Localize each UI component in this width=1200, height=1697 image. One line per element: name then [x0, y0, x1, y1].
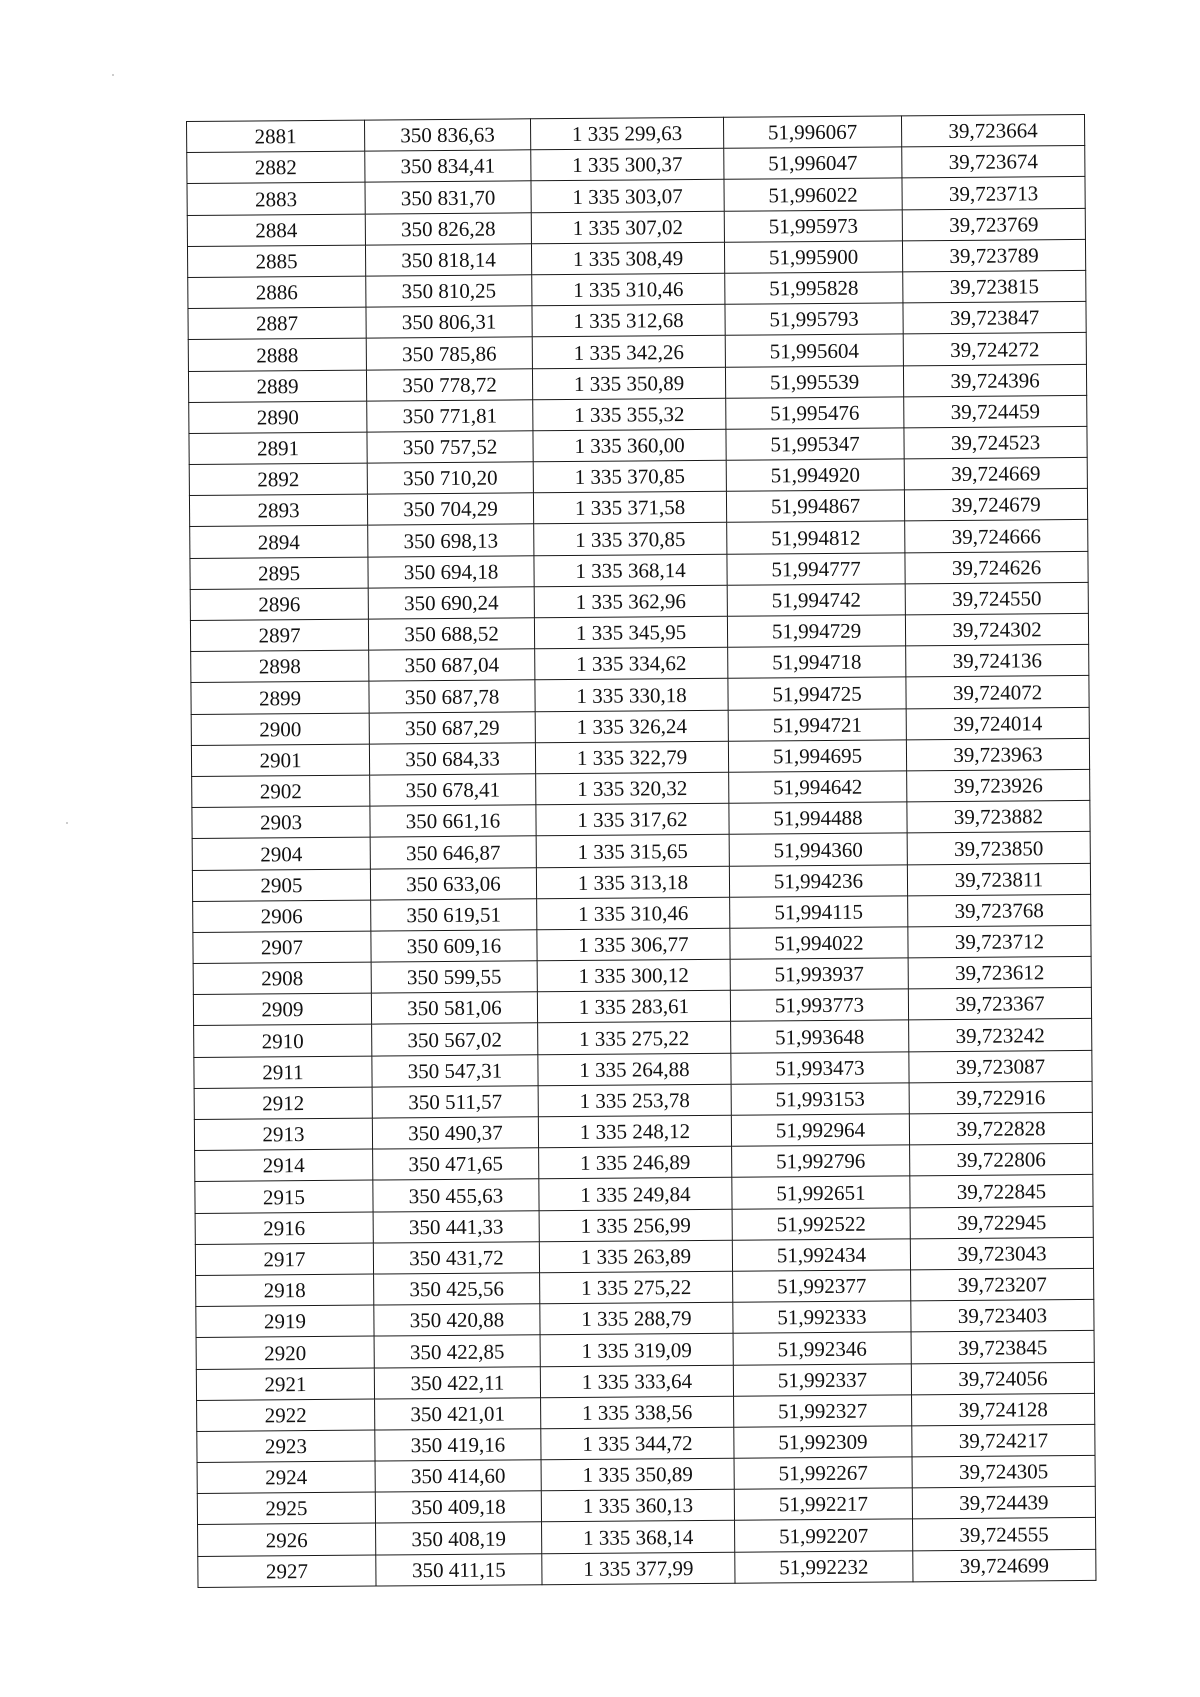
x-coordinate-cell: 350 704,29	[367, 493, 533, 525]
y-coordinate-cell: 1 335 342,26	[532, 336, 725, 369]
longitude-cell: 39,723769	[902, 208, 1085, 241]
point-number-cell: 2925	[197, 1492, 375, 1525]
point-number-cell: 2898	[191, 650, 369, 683]
longitude-cell: 39,724396	[903, 364, 1086, 397]
x-coordinate-cell: 350 422,85	[374, 1335, 540, 1367]
point-number-cell: 2888	[188, 338, 366, 371]
y-coordinate-cell: 1 335 283,61	[537, 991, 730, 1024]
point-number-cell: 2884	[187, 214, 365, 247]
longitude-cell: 39,723926	[907, 769, 1090, 802]
latitude-cell: 51,995973	[724, 209, 902, 242]
x-coordinate-cell: 350 818,14	[365, 244, 531, 276]
point-number-cell: 2908	[193, 962, 371, 995]
point-number-cell: 2891	[189, 432, 367, 465]
x-coordinate-cell: 350 688,52	[368, 618, 534, 650]
longitude-cell: 39,722828	[909, 1112, 1092, 1145]
longitude-cell: 39,724523	[904, 426, 1087, 459]
longitude-cell: 39,723850	[907, 832, 1090, 865]
x-coordinate-cell: 350 408,19	[376, 1522, 542, 1554]
longitude-cell: 39,724217	[912, 1424, 1095, 1457]
y-coordinate-cell: 1 335 288,79	[540, 1302, 733, 1335]
x-coordinate-cell: 350 441,33	[373, 1210, 539, 1242]
x-coordinate-cell: 350 678,41	[370, 774, 536, 806]
y-coordinate-cell: 1 335 368,14	[542, 1521, 735, 1554]
latitude-cell: 51,994721	[728, 708, 906, 741]
x-coordinate-cell: 350 836,63	[364, 119, 530, 151]
latitude-cell: 51,992651	[732, 1176, 910, 1209]
x-coordinate-cell: 350 633,06	[370, 867, 536, 899]
latitude-cell: 51,995900	[724, 241, 902, 274]
point-number-cell: 2889	[188, 370, 366, 403]
longitude-cell: 39,724679	[904, 489, 1087, 522]
y-coordinate-cell: 1 335 320,32	[536, 772, 729, 805]
y-coordinate-cell: 1 335 275,22	[538, 1022, 731, 1055]
latitude-cell: 51,992267	[734, 1457, 912, 1490]
longitude-cell: 39,722845	[910, 1175, 1093, 1208]
latitude-cell: 51,994022	[730, 927, 908, 960]
longitude-cell: 39,724305	[912, 1455, 1095, 1488]
x-coordinate-cell: 350 690,24	[368, 587, 534, 619]
y-coordinate-cell: 1 335 370,85	[534, 523, 727, 556]
longitude-cell: 39,723087	[909, 1050, 1092, 1083]
longitude-cell: 39,723674	[902, 146, 1085, 179]
latitude-cell: 51,992522	[732, 1207, 910, 1240]
y-coordinate-cell: 1 335 256,99	[539, 1209, 732, 1242]
y-coordinate-cell: 1 335 334,62	[535, 647, 728, 680]
latitude-cell: 51,992327	[734, 1395, 912, 1428]
point-number-cell: 2921	[196, 1368, 374, 1401]
latitude-cell: 51,995476	[726, 397, 904, 430]
y-coordinate-cell: 1 335 360,13	[541, 1489, 734, 1522]
longitude-cell: 39,722916	[909, 1081, 1092, 1114]
x-coordinate-cell: 350 619,51	[371, 898, 537, 930]
point-number-cell: 2901	[191, 744, 369, 777]
y-coordinate-cell: 1 335 308,49	[531, 242, 724, 275]
longitude-cell: 39,723612	[908, 956, 1091, 989]
point-number-cell: 2924	[197, 1461, 375, 1494]
longitude-cell: 39,723713	[902, 177, 1085, 210]
longitude-cell: 39,724072	[906, 676, 1089, 709]
x-coordinate-cell: 350 687,78	[369, 680, 535, 712]
x-coordinate-cell: 350 710,20	[367, 462, 533, 494]
longitude-cell: 39,724128	[912, 1393, 1095, 1426]
table-row	[198, 1549, 1096, 1587]
point-number-cell: 2918	[196, 1274, 374, 1307]
y-coordinate-cell: 1 335 330,18	[535, 679, 728, 712]
y-coordinate-cell: 1 335 319,09	[540, 1334, 733, 1367]
longitude-cell: 39,723043	[910, 1237, 1093, 1270]
point-number-cell: 2900	[191, 713, 369, 746]
longitude-cell: 39,722806	[910, 1144, 1093, 1177]
longitude-cell: 39,724272	[903, 333, 1086, 366]
y-coordinate-cell: 1 335 303,07	[531, 180, 724, 213]
y-coordinate-cell: 1 335 360,00	[533, 429, 726, 462]
longitude-cell: 39,724669	[904, 457, 1087, 490]
point-number-cell: 2903	[192, 806, 370, 839]
point-number-cell: 2893	[189, 494, 367, 527]
point-number-cell: 2912	[194, 1087, 372, 1120]
y-coordinate-cell: 1 335 370,85	[533, 460, 726, 493]
point-number-cell: 2916	[195, 1212, 373, 1245]
point-number-cell: 2923	[197, 1430, 375, 1463]
x-coordinate-cell: 350 694,18	[368, 555, 534, 587]
latitude-cell: 51,996067	[723, 116, 901, 149]
y-coordinate-cell: 1 335 300,37	[531, 148, 724, 181]
point-number-cell: 2902	[192, 775, 370, 808]
point-number-cell: 2886	[188, 276, 366, 309]
latitude-cell: 51,995347	[726, 428, 904, 461]
x-coordinate-cell: 350 511,57	[372, 1086, 538, 1118]
y-coordinate-cell: 1 335 345,95	[534, 616, 727, 649]
latitude-cell: 51,992217	[734, 1488, 912, 1521]
longitude-cell: 39,722945	[910, 1206, 1093, 1239]
point-number-cell: 2920	[196, 1336, 374, 1369]
latitude-cell: 51,992232	[735, 1550, 913, 1583]
x-coordinate-cell: 350 826,28	[365, 212, 531, 244]
y-coordinate-cell: 1 335 246,89	[539, 1146, 732, 1179]
longitude-cell: 39,724626	[905, 551, 1088, 584]
point-number-cell: 2927	[198, 1555, 376, 1588]
latitude-cell: 51,994488	[729, 802, 907, 835]
latitude-cell: 51,995828	[725, 272, 903, 305]
longitude-cell: 39,724056	[911, 1362, 1094, 1395]
x-coordinate-cell: 350 684,33	[369, 743, 535, 775]
latitude-cell: 51,993937	[730, 958, 908, 991]
point-number-cell: 2917	[195, 1243, 373, 1276]
coordinates-table-body	[187, 114, 1096, 1587]
y-coordinate-cell: 1 335 263,89	[539, 1240, 732, 1273]
y-coordinate-cell: 1 335 264,88	[538, 1053, 731, 1086]
latitude-cell: 51,992333	[733, 1301, 911, 1334]
x-coordinate-cell: 350 421,01	[375, 1397, 541, 1429]
point-number-cell: 2881	[187, 120, 365, 153]
y-coordinate-cell: 1 335 355,32	[533, 398, 726, 431]
y-coordinate-cell: 1 335 371,58	[533, 492, 726, 525]
latitude-cell: 51,992309	[734, 1426, 912, 1459]
latitude-cell: 51,994642	[729, 771, 907, 804]
y-coordinate-cell: 1 335 344,72	[541, 1427, 734, 1460]
point-number-cell: 2922	[197, 1399, 375, 1432]
x-coordinate-cell: 350 471,65	[373, 1148, 539, 1180]
y-coordinate-cell: 1 335 313,18	[536, 866, 729, 899]
y-coordinate-cell: 1 335 333,64	[540, 1365, 733, 1398]
y-coordinate-cell: 1 335 317,62	[536, 803, 729, 836]
longitude-cell: 39,723882	[907, 801, 1090, 834]
point-number-cell: 2926	[198, 1523, 376, 1556]
x-coordinate-cell: 350 785,86	[366, 337, 532, 369]
longitude-cell: 39,723367	[908, 988, 1091, 1021]
y-coordinate-cell: 1 335 368,14	[534, 554, 727, 587]
y-coordinate-cell: 1 335 315,65	[536, 835, 729, 868]
x-coordinate-cell: 350 599,55	[371, 961, 537, 993]
y-coordinate-cell: 1 335 312,68	[532, 304, 725, 337]
y-coordinate-cell: 1 335 253,78	[538, 1084, 731, 1117]
point-number-cell: 2896	[190, 588, 368, 621]
longitude-cell: 39,724136	[906, 645, 1089, 678]
point-number-cell: 2919	[196, 1305, 374, 1338]
point-number-cell: 2907	[193, 931, 371, 964]
x-coordinate-cell: 350 831,70	[365, 181, 531, 213]
longitude-cell: 39,724014	[906, 707, 1089, 740]
latitude-cell: 51,994777	[727, 552, 905, 585]
x-coordinate-cell: 350 414,60	[375, 1460, 541, 1492]
x-coordinate-cell: 350 661,16	[370, 805, 536, 837]
coordinates-sheet	[186, 114, 1095, 1588]
longitude-cell: 39,723768	[908, 894, 1091, 927]
point-number-cell: 2894	[190, 526, 368, 559]
y-coordinate-cell: 1 335 350,89	[532, 367, 725, 400]
latitude-cell: 51,994695	[728, 740, 906, 773]
longitude-cell: 39,723845	[911, 1331, 1094, 1364]
latitude-cell: 51,993648	[731, 1020, 909, 1053]
longitude-cell: 39,723712	[908, 925, 1091, 958]
x-coordinate-cell: 350 547,31	[372, 1054, 538, 1086]
longitude-cell: 39,724550	[905, 582, 1088, 615]
point-number-cell: 2899	[191, 681, 369, 714]
x-coordinate-cell: 350 609,16	[371, 930, 537, 962]
x-coordinate-cell: 350 698,13	[368, 524, 534, 556]
longitude-cell: 39,724439	[912, 1487, 1095, 1520]
point-number-cell: 2890	[189, 401, 367, 434]
longitude-cell: 39,724699	[913, 1549, 1096, 1582]
x-coordinate-cell: 350 490,37	[372, 1117, 538, 1149]
y-coordinate-cell: 1 335 300,12	[537, 959, 730, 992]
y-coordinate-cell: 1 335 306,77	[537, 928, 730, 961]
longitude-cell: 39,723664	[901, 114, 1084, 147]
x-coordinate-cell: 350 778,72	[366, 368, 532, 400]
point-number-cell: 2883	[187, 182, 365, 215]
y-coordinate-cell: 1 335 338,56	[541, 1396, 734, 1429]
latitude-cell: 51,992377	[733, 1270, 911, 1303]
y-coordinate-cell: 1 335 326,24	[535, 710, 728, 743]
y-coordinate-cell: 1 335 248,12	[538, 1115, 731, 1148]
y-coordinate-cell: 1 335 275,22	[540, 1271, 733, 1304]
point-number-cell: 2906	[193, 900, 371, 933]
longitude-cell: 39,723847	[903, 302, 1086, 335]
point-number-cell: 2910	[194, 1025, 372, 1058]
x-coordinate-cell: 350 419,16	[375, 1429, 541, 1461]
x-coordinate-cell: 350 425,56	[374, 1273, 540, 1305]
latitude-cell: 51,994115	[730, 896, 908, 929]
x-coordinate-cell: 350 687,04	[369, 649, 535, 681]
latitude-cell: 51,996022	[724, 178, 902, 211]
latitude-cell: 51,995539	[725, 365, 903, 398]
point-number-cell: 2887	[188, 307, 366, 340]
point-number-cell: 2904	[192, 837, 370, 870]
longitude-cell: 39,724555	[913, 1518, 1096, 1551]
x-coordinate-cell: 350 409,18	[375, 1491, 541, 1523]
latitude-cell: 51,994718	[728, 646, 906, 679]
longitude-cell: 39,723789	[902, 239, 1085, 272]
point-number-cell: 2911	[194, 1056, 372, 1089]
x-coordinate-cell: 350 834,41	[365, 150, 531, 182]
latitude-cell: 51,994812	[727, 521, 905, 554]
longitude-cell: 39,723242	[909, 1019, 1092, 1052]
longitude-cell: 39,723815	[903, 270, 1086, 303]
x-coordinate-cell: 350 420,88	[374, 1304, 540, 1336]
longitude-cell: 39,723963	[906, 738, 1089, 771]
latitude-cell: 51,994729	[727, 615, 905, 648]
latitude-cell: 51,994236	[729, 864, 907, 897]
coordinates-table	[186, 114, 1096, 1588]
latitude-cell: 51,996047	[724, 147, 902, 180]
y-coordinate-cell: 1 335 350,89	[541, 1458, 734, 1491]
x-coordinate-cell: 350 411,15	[376, 1553, 542, 1585]
y-coordinate-cell: 1 335 322,79	[535, 741, 728, 774]
latitude-cell: 51,992796	[732, 1145, 910, 1178]
latitude-cell: 51,993473	[731, 1051, 909, 1084]
latitude-cell: 51,992207	[735, 1519, 913, 1552]
point-number-cell: 2914	[195, 1149, 373, 1182]
latitude-cell: 51,993153	[731, 1083, 909, 1116]
point-number-cell: 2915	[195, 1180, 373, 1213]
longitude-cell: 39,723403	[911, 1300, 1094, 1333]
x-coordinate-cell: 350 422,11	[374, 1366, 540, 1398]
point-number-cell: 2897	[190, 619, 368, 652]
point-number-cell: 2882	[187, 151, 365, 184]
y-coordinate-cell: 1 335 249,84	[539, 1178, 732, 1211]
latitude-cell: 51,992434	[732, 1239, 910, 1272]
longitude-cell: 39,724302	[905, 613, 1088, 646]
x-coordinate-cell: 350 431,72	[373, 1242, 539, 1274]
latitude-cell: 51,995793	[725, 303, 903, 336]
latitude-cell: 51,993773	[730, 989, 908, 1022]
y-coordinate-cell: 1 335 299,63	[530, 117, 723, 150]
point-number-cell: 2913	[194, 1118, 372, 1151]
y-coordinate-cell: 1 335 310,46	[532, 273, 725, 306]
latitude-cell: 51,994920	[726, 459, 904, 492]
point-number-cell: 2885	[187, 245, 365, 278]
x-coordinate-cell: 350 581,06	[371, 992, 537, 1024]
x-coordinate-cell: 350 455,63	[373, 1179, 539, 1211]
point-number-cell: 2892	[189, 463, 367, 496]
longitude-cell: 39,724666	[905, 520, 1088, 553]
latitude-cell: 51,994742	[727, 584, 905, 617]
longitude-cell: 39,723207	[911, 1268, 1094, 1301]
longitude-cell: 39,723811	[907, 863, 1090, 896]
y-coordinate-cell: 1 335 307,02	[531, 211, 724, 244]
point-number-cell: 2909	[193, 993, 371, 1026]
y-coordinate-cell: 1 335 362,96	[534, 585, 727, 618]
point-number-cell: 2905	[192, 869, 370, 902]
x-coordinate-cell: 350 567,02	[372, 1023, 538, 1055]
x-coordinate-cell: 350 757,52	[367, 431, 533, 463]
latitude-cell: 51,995604	[725, 334, 903, 367]
latitude-cell: 51,994360	[729, 833, 907, 866]
latitude-cell: 51,994725	[728, 677, 906, 710]
scan-speck	[112, 74, 114, 76]
longitude-cell: 39,724459	[904, 395, 1087, 428]
point-number-cell: 2895	[190, 557, 368, 590]
y-coordinate-cell: 1 335 377,99	[542, 1552, 735, 1585]
scan-speck	[66, 822, 68, 824]
x-coordinate-cell: 350 771,81	[367, 399, 533, 431]
latitude-cell: 51,994867	[726, 490, 904, 523]
latitude-cell: 51,992964	[731, 1114, 909, 1147]
x-coordinate-cell: 350 806,31	[366, 306, 532, 338]
x-coordinate-cell: 350 646,87	[370, 836, 536, 868]
x-coordinate-cell: 350 687,29	[369, 711, 535, 743]
y-coordinate-cell: 1 335 310,46	[537, 897, 730, 930]
latitude-cell: 51,992346	[733, 1332, 911, 1365]
latitude-cell: 51,992337	[733, 1363, 911, 1396]
x-coordinate-cell: 350 810,25	[366, 275, 532, 307]
